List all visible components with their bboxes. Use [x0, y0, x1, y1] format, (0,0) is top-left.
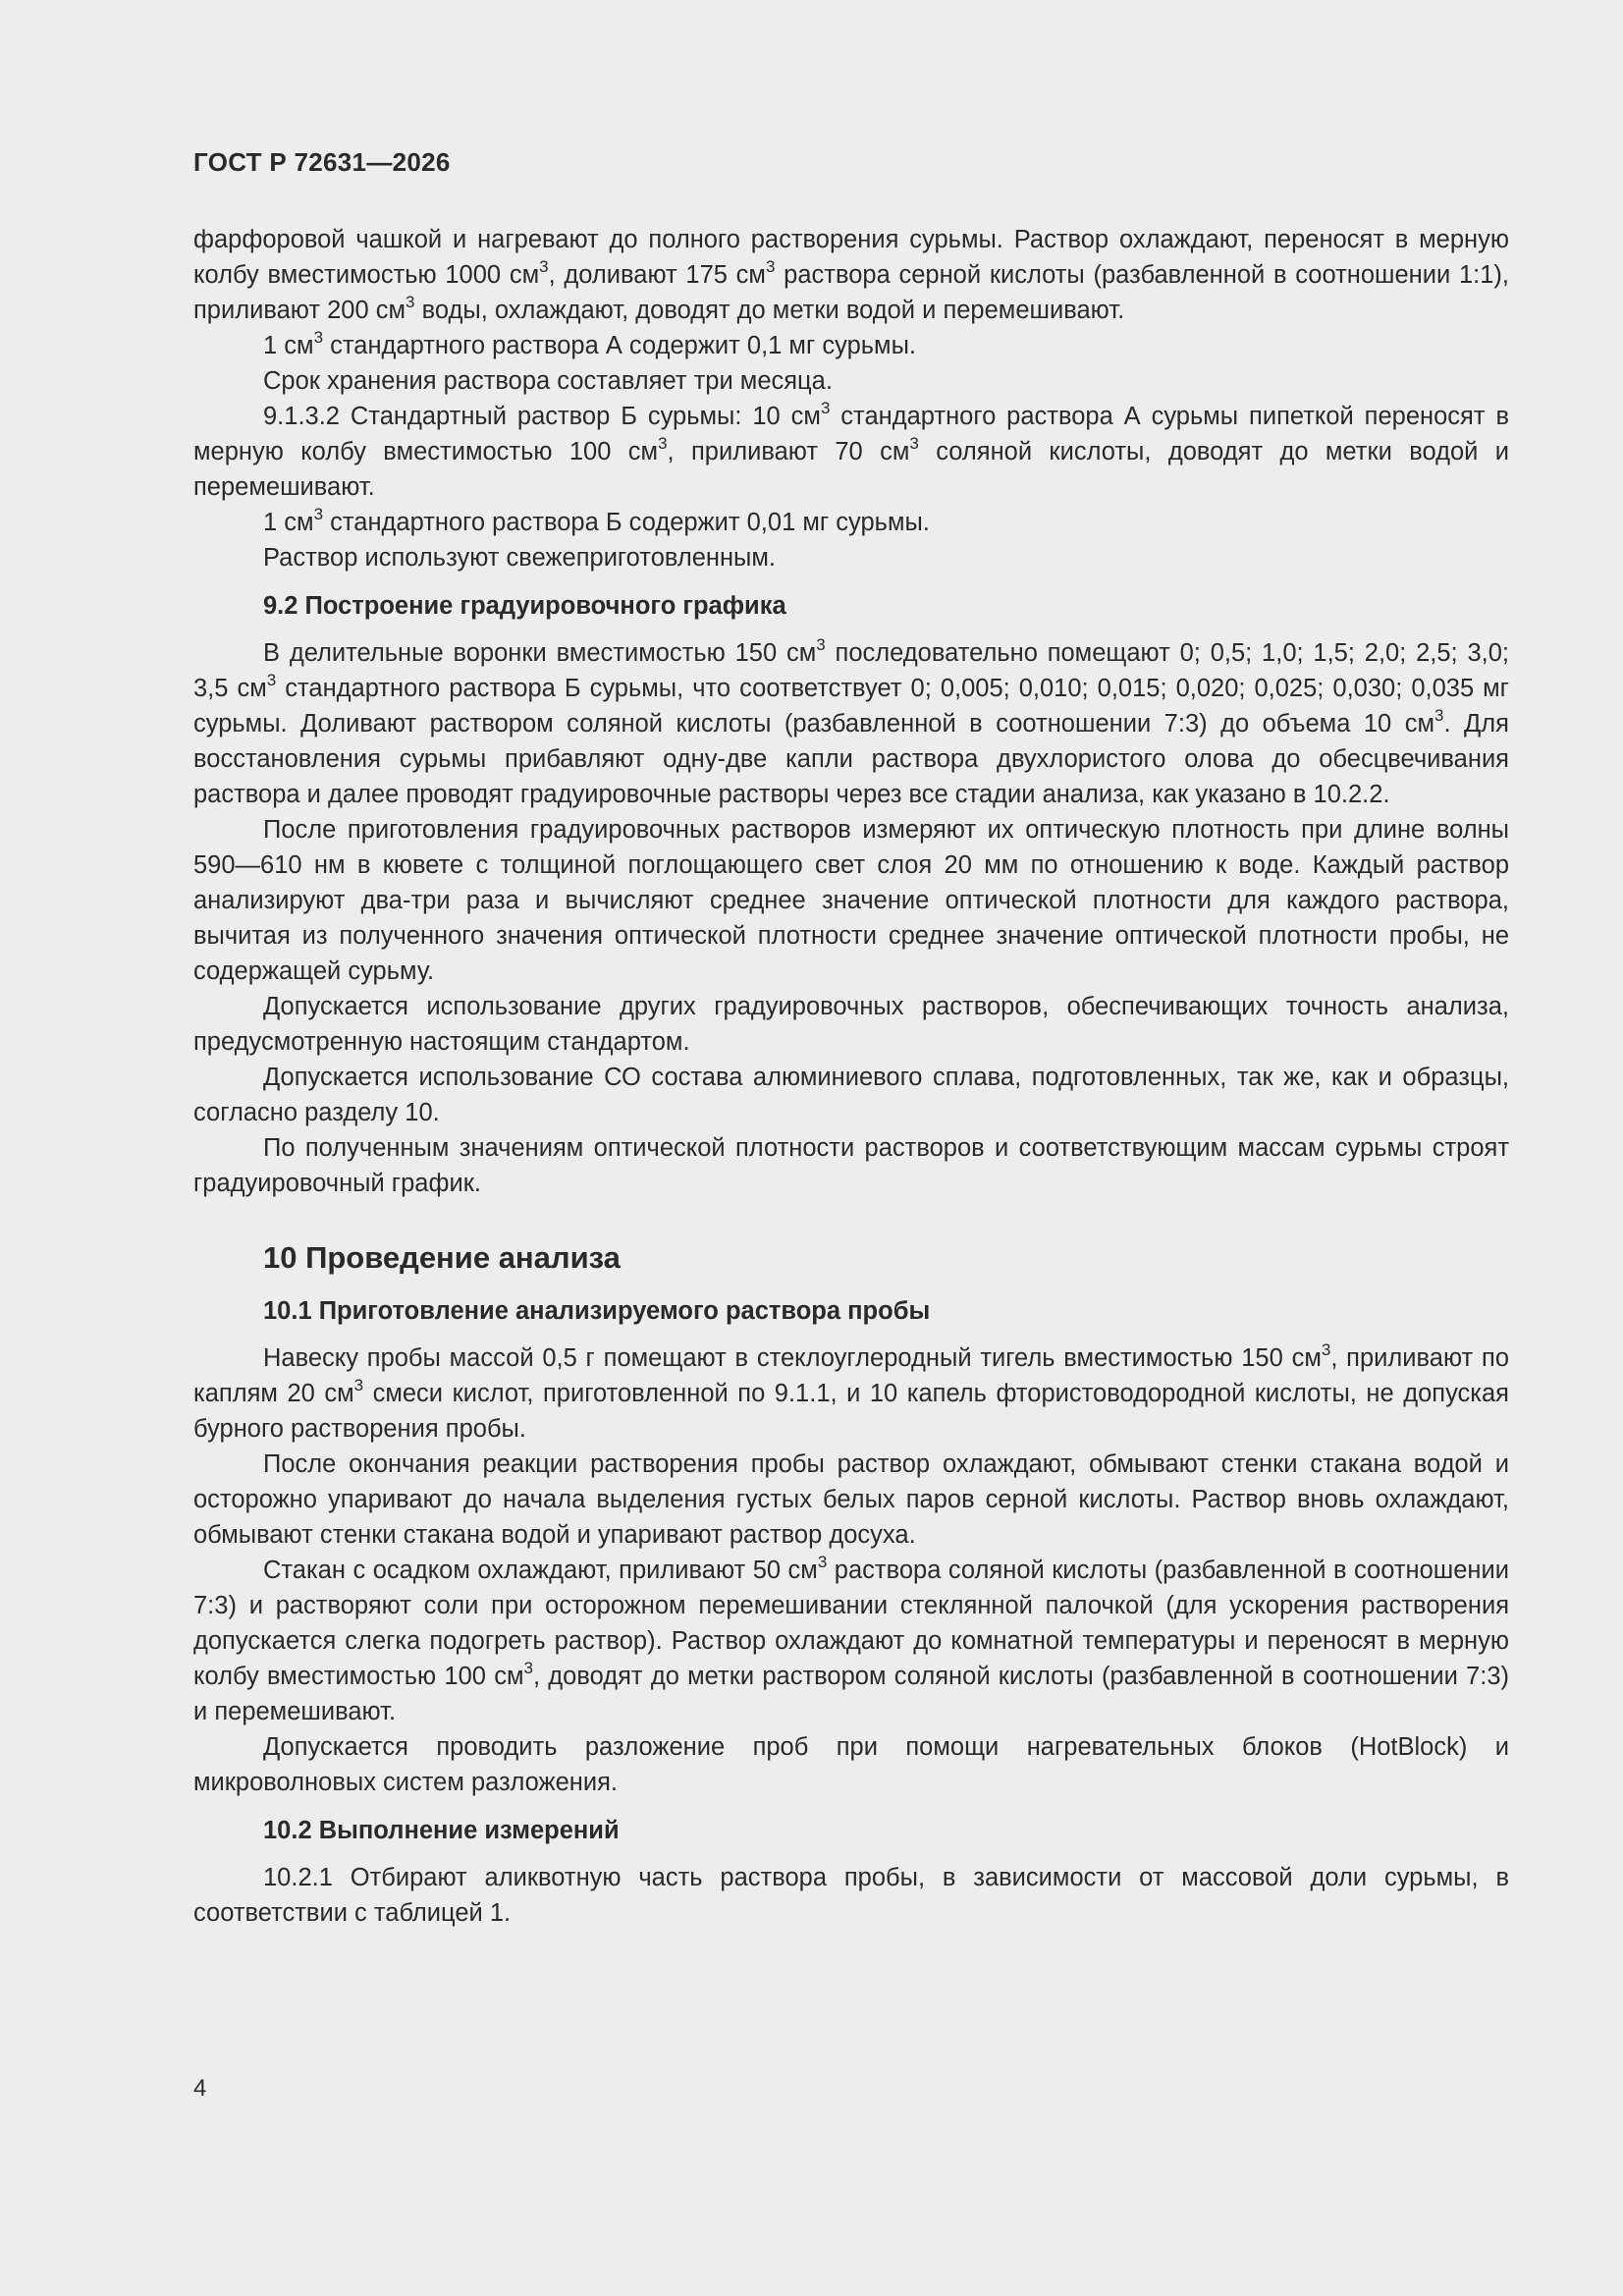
section-heading-10: 10 Проведение анализа	[263, 1240, 621, 1275]
paragraph: 1 $см^3$ стандартного раствора Б содержит 0,01 мг сурьмы.	[263, 505, 930, 536]
paragraph: После приготовления градуировочных растворов измеряют их оптическую плотность при длине волны 590—610 нм в кювете с толщиной поглощающего свет слоя 20 мм по отношению к воде. Каждый раствор анализируют два-три раза и вычисляют среднее значение оптической плотности для каждого раствора, вычитая из полученного значения оптической плотности среднее значение оптической плотности пробы, не содержащей сурьму.	[193, 816, 1509, 985]
section-heading-10-2: 10.2 Выполнение измерений	[263, 1817, 620, 1844]
section-heading-10-1: 10.1 Приготовление анализируемого раствора пробы	[263, 1297, 931, 1325]
section-heading-9-2: 9.2 Построение градуировочного графика	[263, 592, 786, 620]
paragraph: Стакан с осадком охлаждают, приливают 50 $см^3$ раствора соляной кислоты (разбавленной в соотношении 7:3) и растворяют соли при осторожном перемешивании стеклянной палочкой (для ускорения растворения допускается слегка подогреть раствор). Раствор охлаждают до комнатной температуры и переносят в мерную колбу вместимостью 100 $см^3$, доводят до метки раствором соляной кислоты (разбавленной в соотношении 7:3) и перемешивают.	[193, 1553, 1509, 1725]
paragraph: фарфоровой чашкой и нагревают до полного растворения сурьмы. Раствор охлаждают, переносят в мерную колбу вместимостью 1000 $см^3$, доливают 175 $см^3$ раствора серной кислоты (разбавленной в соотношении 1:1), приливают 200 $см^3$ воды, охлаждают, доводят до метки водой и перемешивают.	[193, 226, 1509, 324]
paragraph: Допускается проводить разложение проб при помощи нагревательных блоков (HotBlock) и микроволновых систем разложения.	[193, 1733, 1509, 1796]
paragraph: Допускается использование других градуировочных растворов, обеспечивающих точность анализа, предусмотренную настоящим стандартом.	[193, 993, 1509, 1056]
paragraph: 1 $см^3$ стандартного раствора А содержит 0,1 мг сурьмы.	[263, 328, 916, 359]
paragraph: После окончания реакции растворения пробы раствор охлаждают, обмывают стенки стакана водой и осторожно упаривают до начала выделения густых белых паров серной кислоты. Раствор вновь охлаждают, обмывают стенки стакана водой и упаривают раствор досуха.	[193, 1450, 1509, 1549]
paragraph: 10.2.1 Отбирают аликвотную часть раствора пробы, в зависимости от массовой доли сурьмы, в соответствии с таблицей 1.	[193, 1864, 1509, 1927]
paragraph: В делительные воронки вместимостью 150 $см^3$ последовательно помещают 0; 0,5; 1,0; 1,5; 2,0; 2,5; 3,0; 3,5 $см^3$ стандартного раствора Б сурьмы, что соответствует 0; 0,005; 0,010; 0,015; 0,020; 0,025; 0,030; 0,035 мг сурьмы. Доливают раствором соляной кислоты (разбавленной в соотношении 7:3) до объема 10 $см^3$. Для восстановления сурьмы прибавляют одну-две капли раствора двухлористого олова до обесцвечивания раствора и далее проводят градуировочные растворы через все стадии анализа, как указано в 10.2.2.	[193, 635, 1509, 808]
document-header: ГОСТ Р 72631—2026	[193, 147, 451, 177]
paragraph: 9.1.3.2 Стандартный раствор Б сурьмы: 10 $см^3$ стандартного раствора А сурьмы пипеткой переносят в мерную колбу вместимостью 100 $см^3$, приливают 70 $см^3$ соляной кислоты, доводят до метки водой и перемешивают.	[193, 399, 1509, 501]
paragraph: Раствор используют свежеприготовленным.	[263, 544, 777, 572]
paragraph: Срок хранения раствора составляет три месяца.	[263, 367, 833, 395]
paragraph: По полученным значениям оптической плотности растворов и соответствующим массам сурьмы строят градуировочный график.	[193, 1134, 1509, 1197]
page-number: 4	[193, 2075, 207, 2102]
page-body	[193, 222, 1509, 1931]
paragraph: Допускается использование СО состава алюминиевого сплава, подготовленных, так же, как и образцы, согласно разделу 10.	[193, 1064, 1509, 1126]
paragraph: Навеску пробы массой 0,5 г помещают в стеклоуглеродный тигель вместимостью 150 $см^3$, приливают по каплям 20 $см^3$ смеси кислот, приготовленной по 9.1.1, и 10 капель фтористоводородной кислоты, не допуская бурного растворения пробы.	[193, 1340, 1509, 1443]
